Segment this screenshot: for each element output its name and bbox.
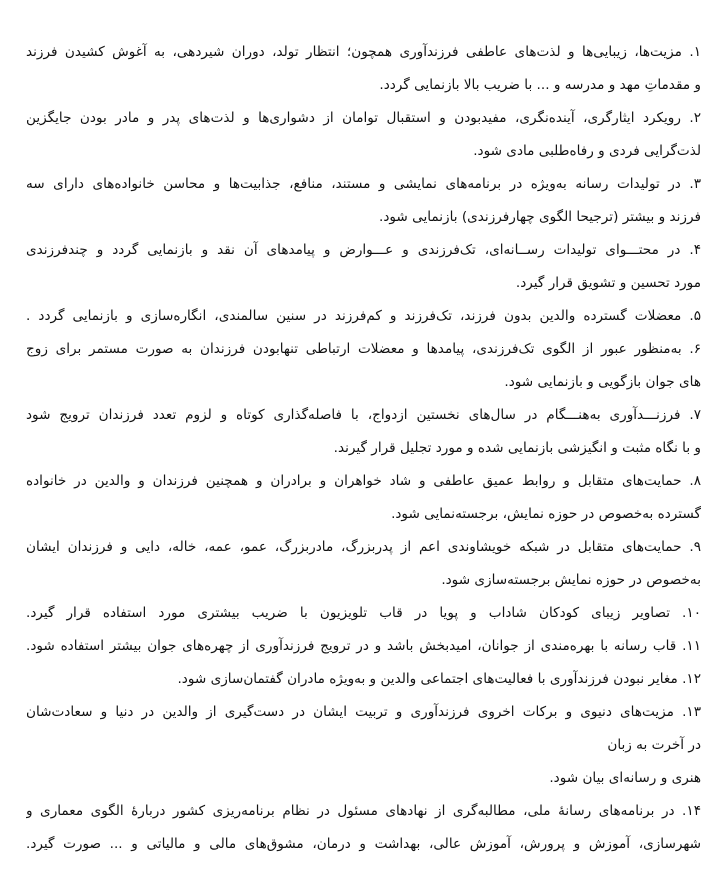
text-line: ۱۰. تصاویر زیبای کودکان شاداب و پویا در قاب تلویزیون با ضریب بیشتری مورد استفاده قرار گیرد.: [26, 605, 701, 621]
list-item-10: [26, 597, 701, 630]
text-line: شهرسازی، آموزش و پرورش، آموزش عالی، بهداشت و درمان، مشوق‌های مالی و مالیاتی و ... صورت گیرد.: [26, 836, 701, 852]
text-line: لذت‌گرایی فردی و رفاه‌طلبی مادی شود.: [473, 143, 701, 159]
text-line: ۵. معضلات گسترده والدین بدون فرزند، تک‌فرزند و کم‌فرزند در سنین سالمندی، انگاره‌سازی و بازنمایی گردد .: [26, 308, 701, 324]
text-line: ۱۳. مزیت‌های دنیوی و برکات اخروی فرزندآوری و تربیت ایشان در دست‌گیری از والدین در دنیا و سعادت‌شان: [26, 704, 701, 720]
list-item-7: [26, 399, 701, 465]
list-item-2: [26, 102, 701, 168]
text-line: ۸. حمایت‌های متقابل و روابط عمیق عاطفی و شاد خواهران و برادران و همچنین فرزندان و والدین در خانواده: [26, 473, 701, 489]
text-line: مورد تحسین و تشویق قرار گیرد.: [515, 275, 701, 291]
text-line: ۹. حمایت‌های متقابل در شبکه خویشاوندی اعم از پدربزرگ، مادربزرگ، عمو، عمه، خاله، دایی و فرزندان ایشان: [26, 539, 701, 555]
text-line: و با نگاه مثبت و انگیزشی بازنمایی شده و مورد تجلیل قرار گیرند.: [333, 440, 701, 456]
list-item-9: [26, 531, 701, 597]
list-item-8: [26, 465, 701, 531]
text-line: ۳. در تولیدات رسانه به‌ویژه در برنامه‌های نمایشی و مستند، منافع، جذابیت‌ها و محاسن خانواده‌های دارای سه: [26, 176, 701, 192]
text-line: به‌خصوص در حوزه نمایش برجسته‌سازی شود.: [441, 572, 701, 588]
text-line: های جوان بازگویی و بازنمایی شود.: [504, 374, 701, 390]
list-item-11: [26, 630, 701, 663]
list-item-1: [26, 36, 701, 102]
text-line: ۲. رویکرد ایثارگری، آینده‌نگری، مفیدبودن و استقبال توامان از دشواری‌ها و لذت‌های پدر و مادر بودن جایگزین: [26, 110, 701, 126]
list-item-4: [26, 234, 701, 300]
text-line: فرزند و بیشتر (ترجیحا الگوی چهارفرزندی) بازنمایی شود.: [379, 209, 701, 225]
list-item-14: [26, 795, 701, 861]
text-line: ۷. فرزنـــدآوری به‌هنـــگام در سال‌های نخستین ازدواج، با فاصله‌گذاری کوتاه و لزوم تعدد فرزندان ترویج شود: [26, 407, 701, 423]
text-line: ۱. مزیت‌ها، زیبایی‌ها و لذت‌های عاطفی فرزندآوری همچون؛ انتظار تولد، دوران شیردهی، به آغوش کشیدن فرزند: [26, 44, 701, 60]
text-line: هنری و رسانه‌ای بیان شود.: [549, 770, 701, 786]
list-item-3: [26, 168, 701, 234]
text-line: ۱۱. قاب رسانه با بهره‌مندی از جوانان، امیدبخش باشد و در ترویج فرزندآوری از چهره‌های جوان بیشتر استفاده شود.: [26, 638, 701, 654]
list-item-5: [26, 300, 701, 333]
text-line: ۴. در محتـــوای تولیدات رســانه‌ای، تک‌فرزندی و عـــوارض و پیامدهای آن نقد و بازنمایی گردد و چندفرزندی: [26, 242, 701, 258]
text-line: ۶. به‌منظور عبور از الگوی تک‌فرزندی، پیامدها و معضلات ارتباطی تنهابودن فرزندان به صورت مستمر برای زوج: [26, 341, 701, 357]
list-item-13: [26, 696, 701, 795]
list-item-12: [26, 663, 701, 696]
text-line: در آخرت به زبان: [607, 737, 701, 753]
text-line: گسترده به‌خصوص در حوزه نمایش، برجسته‌نمایی شود.: [391, 506, 701, 522]
text-line: و مقدماتِ مهد و مدرسه و ... با ضریب بالا بازنمایی گردد.: [379, 77, 701, 93]
text-line: ۱۴. در برنامه‌های رسانهٔ ملی، مطالبه‌گری از نهادهای مسئول در نظام برنامه‌ریزی کشور دربارهٔ الگوی معماری و: [26, 803, 701, 819]
list-item-6: [26, 333, 701, 399]
text-line: ۱۲. مغایر نبودن فرزندآوری با فعالیت‌های اجتماعی والدین و به‌ویژه مادران گفتمان‌سازی شود.: [177, 671, 701, 687]
